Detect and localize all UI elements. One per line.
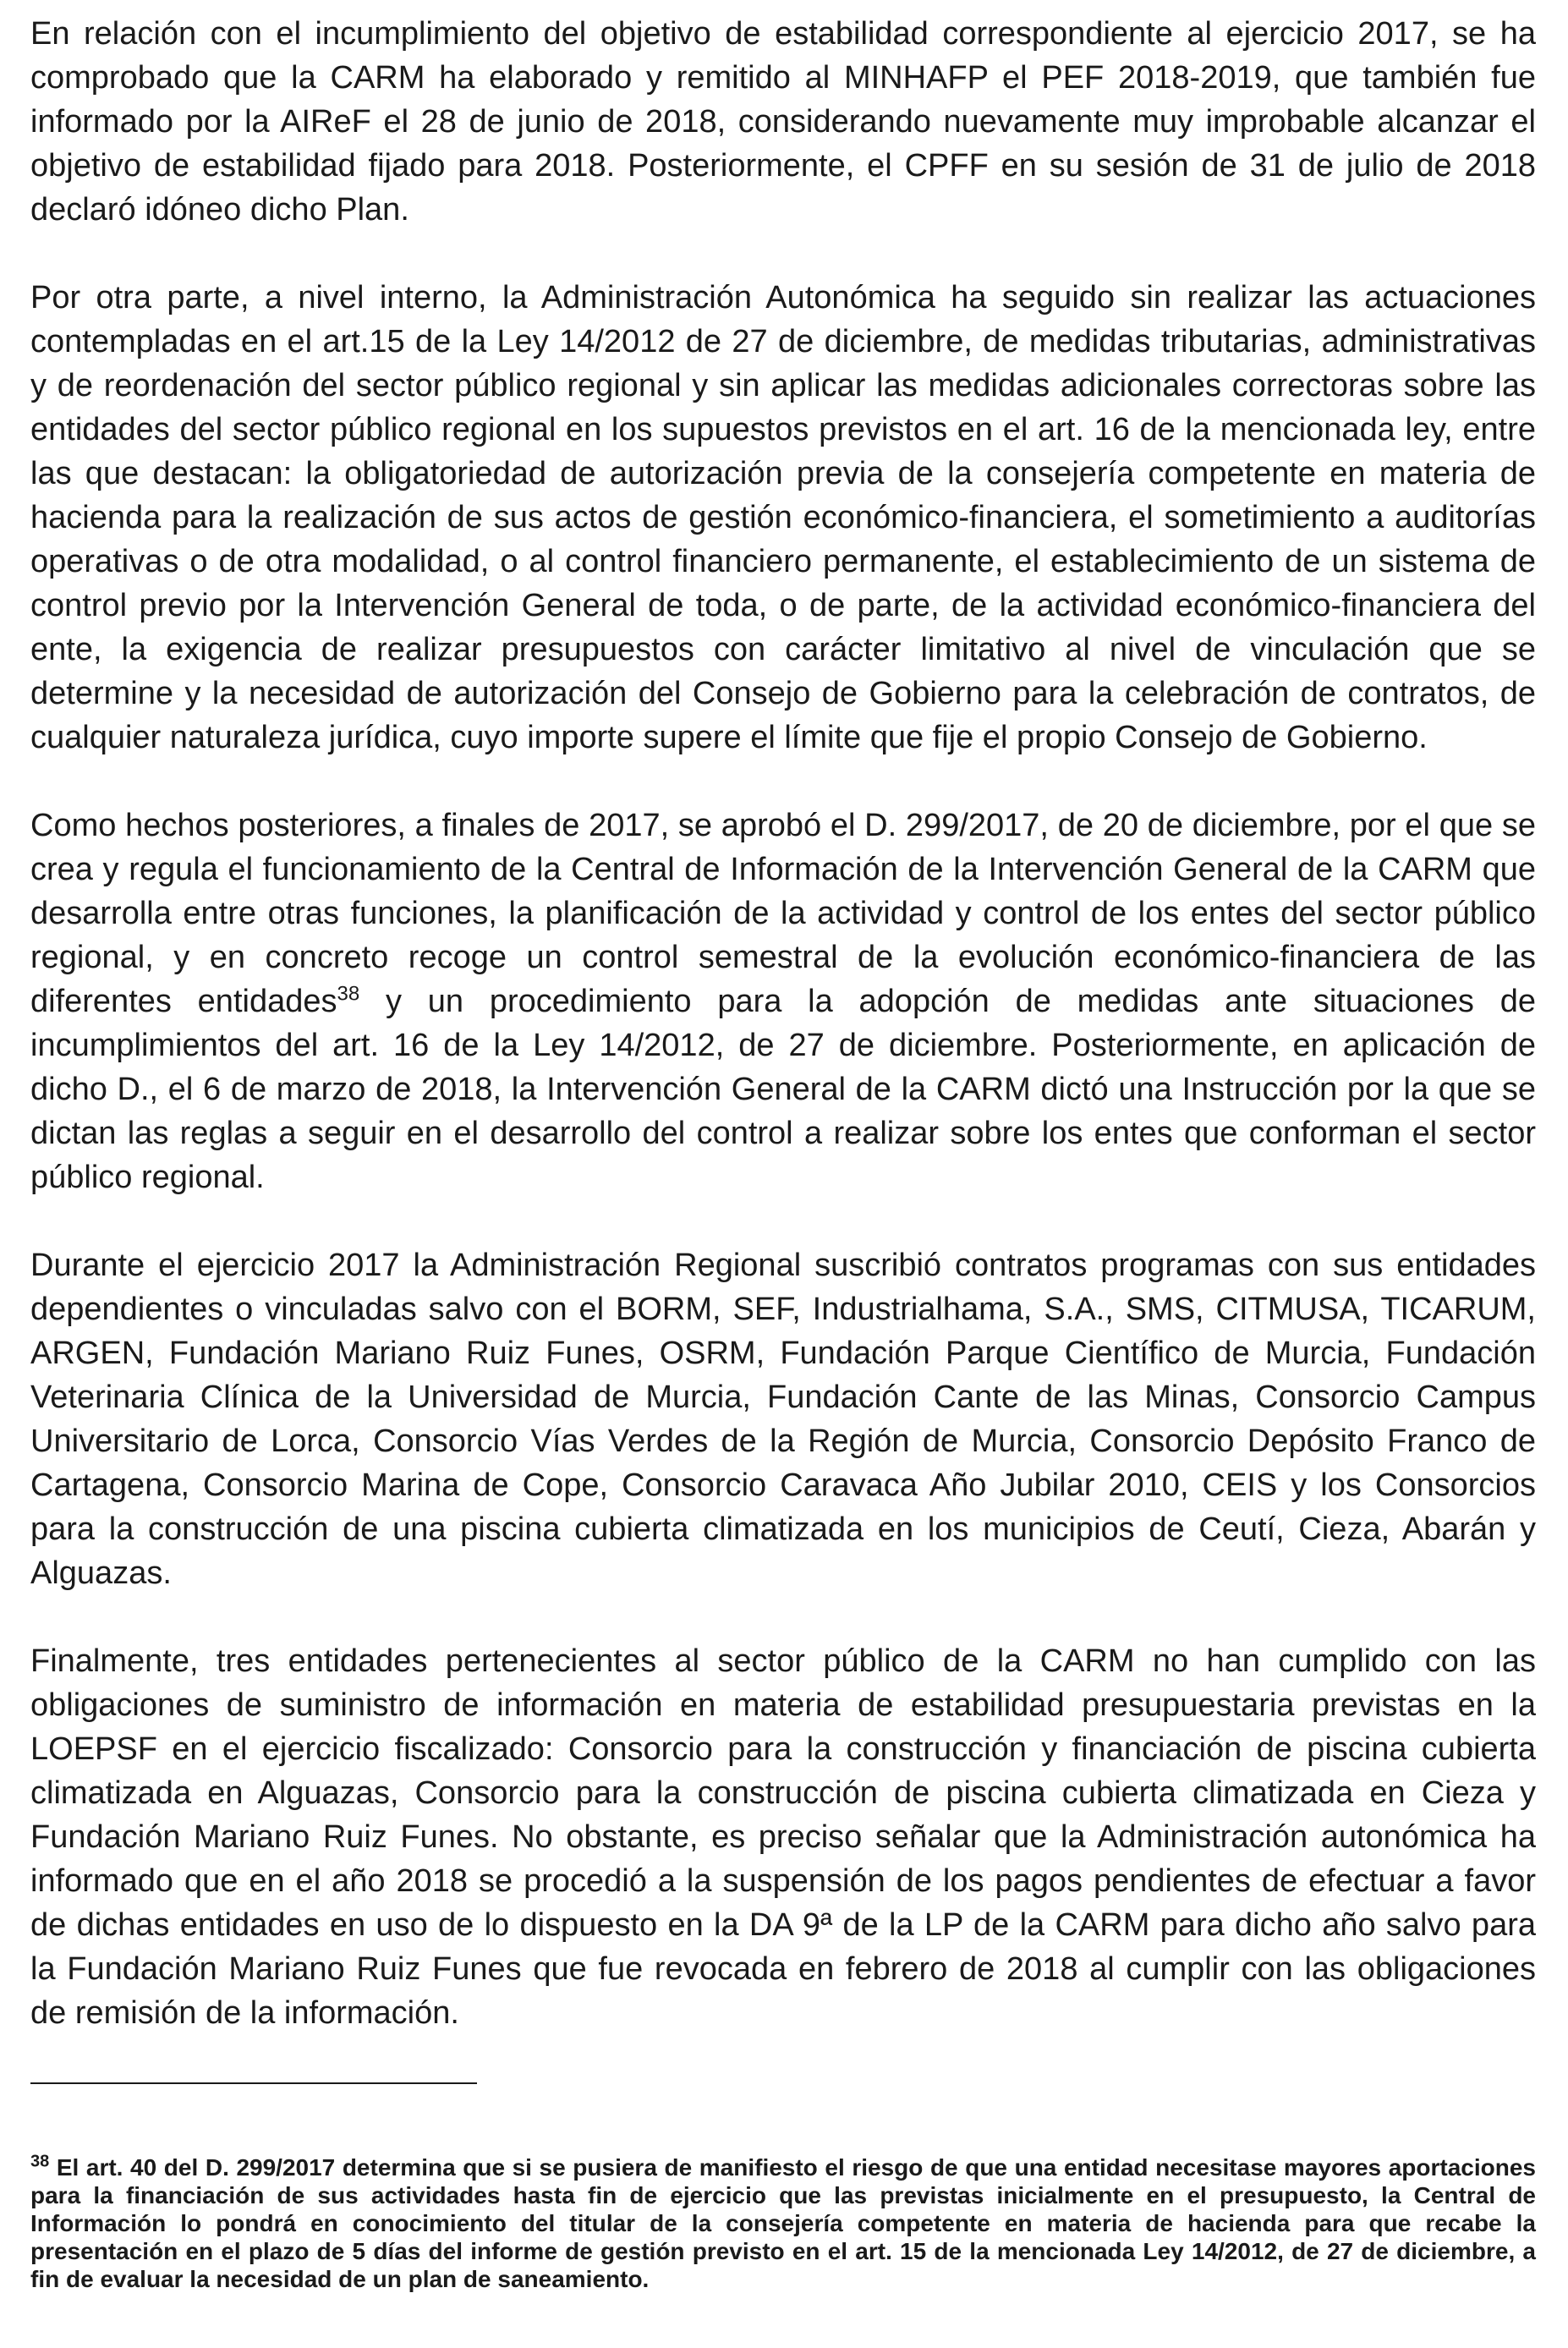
paragraph-text-after-note: y un procedimiento para la adopción de medidas ante situaciones de incumplimientos del art. 16 de la Ley 14/2012, de 27 de diciembre. Posteriormente, en aplicación de dicho D., el 6 de marzo de 2018, la Intervención General de la CARM dictó una Instrucción por la que se dictan las reglas a seguir en el desarrollo del control a realizar sobre los entes que conforman el sector público regional. xyxy=(30,984,1536,1195)
paragraph-hechos-posteriores xyxy=(30,804,1536,1199)
paragraph-suministro-informacion: Finalmente, tres entidades pertenecientes al sector público de la CARM no han cumplido con las obligaciones de suministro de información en materia de estabilidad presupuestaria previstas en la LOEPSF en el ejercicio fiscalizado: Consorcio para la construcción y financiación de piscina cubierta climatizada en Alguazas, Consorcio para la construcción de piscina cubierta climatizada en Cieza y Fundación Mariano Ruiz Funes. No obstante, es preciso señalar que la Administración autonómica ha informado que en el año 2018 se procedió a la suspensión de los pagos pendientes de efectuar a favor de dichas entidades en uso de lo dispuesto en la DA 9ª de la LP de la CARM para dicho año salvo para la Fundación Mariano Ruiz Funes que fue revocada en febrero de 2018 al cumplir con las obligaciones de remisión de la información. xyxy=(30,1643,1536,2031)
paragraph-estabilidad-2017: En relación con el incumplimiento del objetivo de estabilidad correspondiente al ejercicio 2017, se ha comprobado que la CARM ha elaborado y remitido al MINHAFP el PEF 2018-2019, que también fue informado por la AIReF el 28 de junio de 2018, considerando nuevamente muy improbable alcanzar el objetivo de estabilidad fijado para 2018. Posteriormente, el CPFF en su sesión de 31 de julio de 2018 declaró idóneo dicho Plan. xyxy=(30,16,1536,228)
footnote-separator xyxy=(30,2082,477,2084)
paragraph-contratos-programas: Durante el ejercicio 2017 la Administración Regional suscribió contratos programas con sus entidades dependientes o vinculadas salvo con el BORM, SEF, Industrialhama, S.A., SMS, CITMUSA, TICARUM, ARGEN, Fundación Mariano Ruiz Funes, OSRM, Fundación Parque Científico de Murcia, Fundación Veterinaria Clínica de la Universidad de Murcia, Fundación Cante de las Minas, Consorcio Campus Universitario de Lorca, Consorcio Vías Verdes de la Región de Murcia, Consorcio Depósito Franco de Cartagena, Consorcio Marina de Cope, Consorcio Caravaca Año Jubilar 2010, CEIS y los Consorcios para la construcción de una piscina cubierta climatizada en los municipios de Ceutí, Cieza, Abarán y Alguazas. xyxy=(30,1248,1536,1591)
paragraph-text-before-note: Como hechos posteriores, a finales de 2017, se aprobó el D. 299/2017, de 20 de diciembre, por el que se crea y regula el funcionamiento de la Central de Información de la Intervención General de la CARM que desarrolla entre otras funciones, la planificación de la actividad y control de los entes del sector público regional, y en concreto recoge un control semestral de la evolución económico-financiera de las diferentes entidades xyxy=(30,808,1536,1019)
footnote xyxy=(30,2153,1536,2293)
footnote-reference[interactable]: 38 xyxy=(337,982,360,1006)
footnote-number: 38 xyxy=(30,2152,50,2171)
paragraph-nivel-interno: Por otra parte, a nivel interno, la Administración Autonómica ha seguido sin realizar las actuaciones contempladas en el art.15 de la Ley 14/2012 de 27 de diciembre, de medidas tributarias, administrativas y de reordenación del sector público regional y sin aplicar las medidas adicionales correctoras sobre las entidades del sector público regional en los supuestos previstos en el art. 16 de la mencionada ley, entre las que destacan: la obligatoriedad de autorización previa de la consejería competente en materia de hacienda para la realización de sus actos de gestión económico-financiera, el sometimiento a auditorías operativas o de otra modalidad, o al control financiero permanente, el establecimiento de un sistema de control previo por la Intervención General de toda, o de parte, de la actividad económico-financiera del ente, la exigencia de realizar presupuestos con carácter limitativo al nivel de vinculación que se determine y la necesidad de autorización del Consejo de Gobierno para la celebración de contratos, de cualquier naturaleza jurídica, cuyo importe supere el límite que fije el propio Consejo de Gobierno. xyxy=(30,280,1536,755)
footnote-text: El art. 40 del D. 299/2017 determina que si se pusiera de manifiesto el riesgo de que una entidad necesitase mayores aportaciones para la financiación de sus actividades hasta fin de ejercicio que las previstas inicialmente en el presupuesto, la Central de Información lo pondrá en conocimiento del titular de la consejería competente en materia de hacienda para que recabe la presentación en el plazo de 5 días del informe de gestión previsto en el art. 15 de la mencionada Ley 14/2012, de 27 de diciembre, a fin de evaluar la necesidad de un plan de saneamiento. xyxy=(30,2154,1536,2292)
document-body xyxy=(30,12,1536,2079)
